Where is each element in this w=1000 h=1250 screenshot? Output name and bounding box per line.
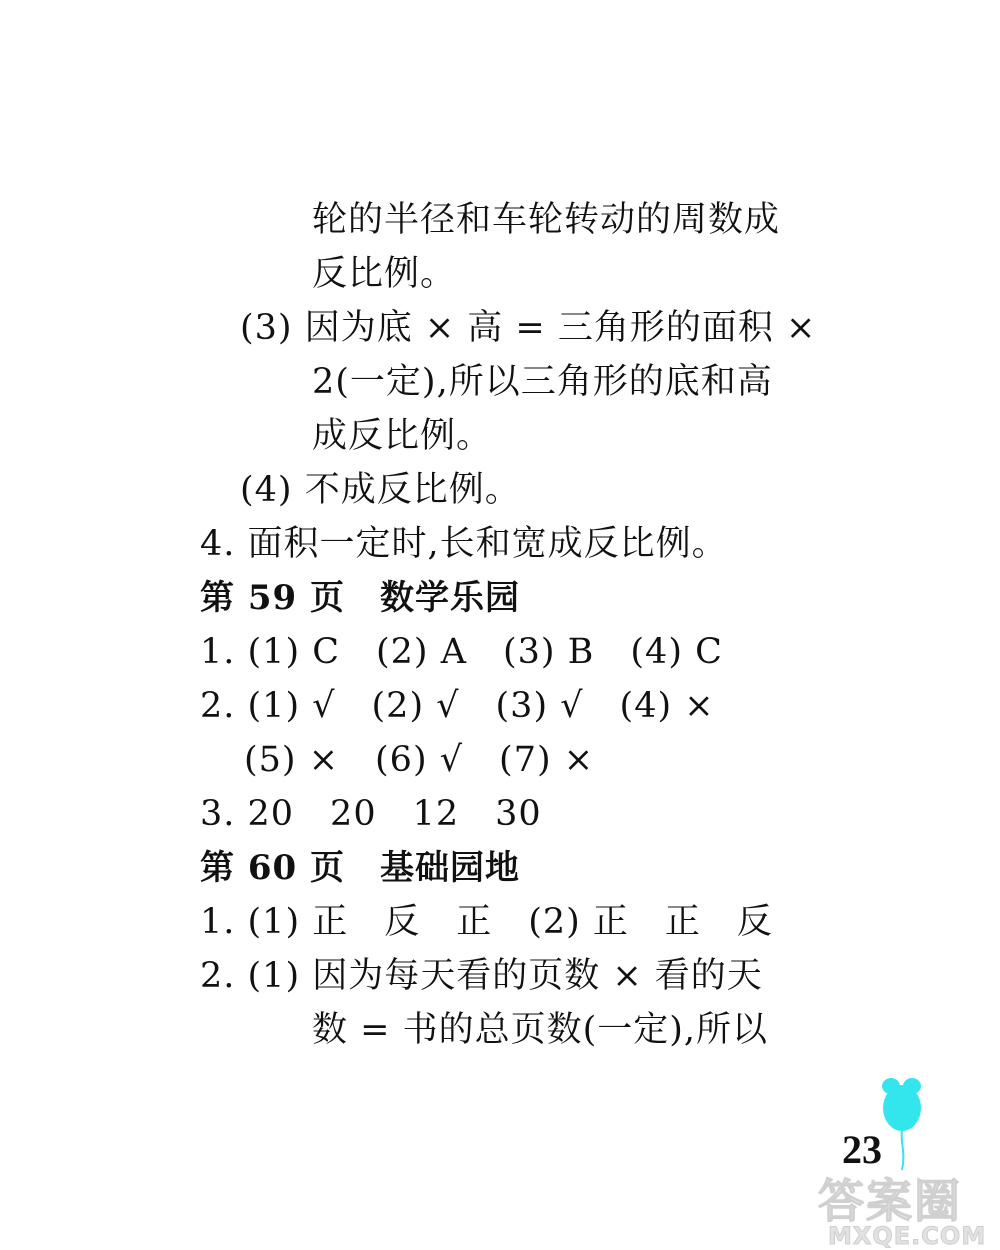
watermark bbox=[818, 1176, 1000, 1250]
answer-line: 3. 20 20 12 30 bbox=[200, 794, 542, 834]
answer-line: (5) × (6) √ (7) × bbox=[244, 740, 595, 780]
text-line: 反比例。 bbox=[312, 254, 457, 294]
section-heading-page-59: 第 59 页 数学乐园 bbox=[200, 578, 520, 618]
text-line: 4. 面积一定时,长和宽成反比例。 bbox=[200, 524, 728, 564]
answer-line: 2. (1) 因为每天看的页数 × 看的天 bbox=[200, 956, 763, 996]
text-line: 2(一定),所以三角形的底和高 bbox=[312, 362, 773, 402]
watermark-url: MXQE.COM bbox=[828, 1222, 987, 1250]
answer-line: 1. (1) C (2) A (3) B (4) C bbox=[200, 632, 723, 672]
text-line: 成反比例。 bbox=[312, 416, 493, 456]
answer-line: 1. (1) 正 反 正 (2) 正 正 反 bbox=[200, 902, 773, 942]
answer-line: 数 = 书的总页数(一定),所以 bbox=[312, 1010, 769, 1050]
text-line: 轮的半径和车轮转动的周数成 bbox=[312, 200, 781, 240]
watermark-logo: 答案圈 bbox=[818, 1174, 962, 1228]
balloon-icon bbox=[880, 1072, 930, 1172]
section-heading-page-60: 第 60 页 基础园地 bbox=[200, 848, 520, 888]
page-number: 23 bbox=[842, 1127, 882, 1172]
answer-line: 2. (1) √ (2) √ (3) √ (4) × bbox=[200, 686, 715, 726]
text-line: (3) 因为底 × 高 = 三角形的面积 × bbox=[240, 308, 817, 348]
text-line: (4) 不成反比例。 bbox=[240, 470, 521, 510]
